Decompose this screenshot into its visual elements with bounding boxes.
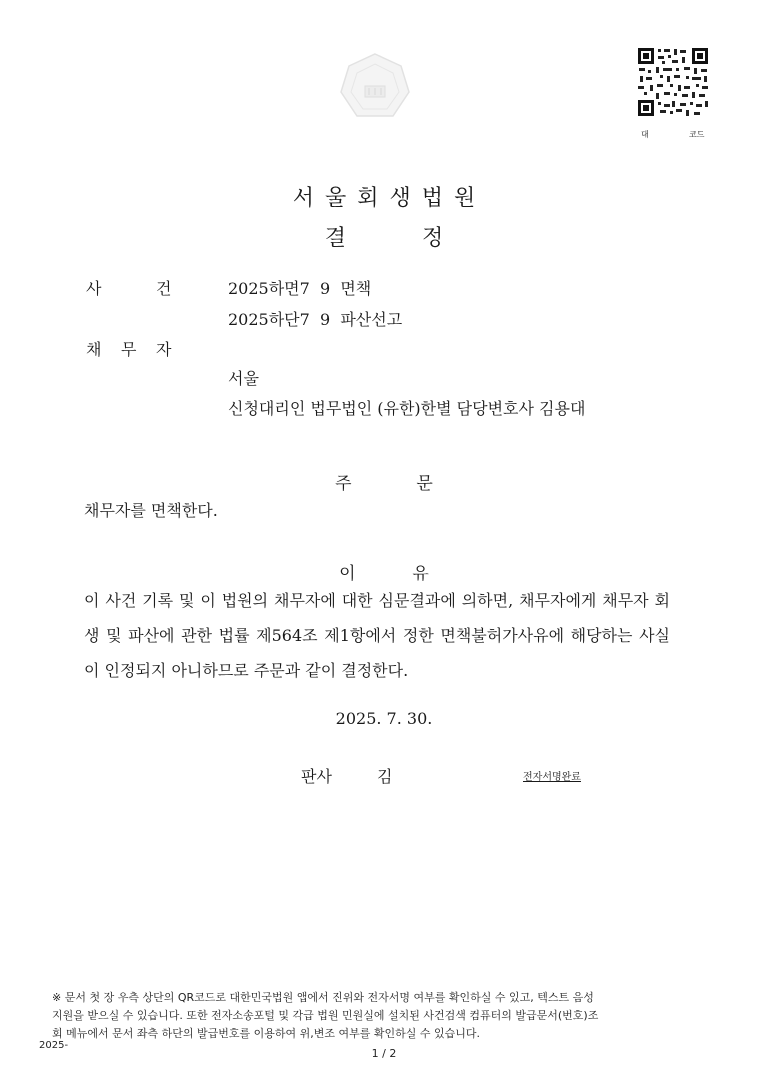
qr-caption-left: 대: [641, 130, 649, 139]
court-emblem-icon: [338, 52, 412, 124]
order-heading-right: 문: [416, 474, 433, 494]
issue-number: 2025-: [39, 1040, 69, 1051]
reason-heading-left: 이: [339, 564, 356, 584]
case-label-left: 사: [86, 279, 102, 298]
decision-date: 2025. 7. 30.: [335, 709, 433, 728]
debtor-address: 서울: [228, 369, 259, 388]
reason-text: 이 사건 기록 및 이 법원의 채무자에 대한 심문결과에 의하면, 채무자에게 채무자 회생 및 파산에 관한 법률 제564조 제1항에서 정한 면책불허가사유에 해당하는 사실이 인정되지 아니하므로 주문과 같이 결정한다.: [84, 591, 670, 680]
footer-notice-line-1: ※ 문서 첫 장 우측 상단의 QR코드로 대한민국법원 앱에서 진위와 전자서명 여부를 확인하실 수 있고, 텍스트 음성: [52, 991, 594, 1004]
judge-title: 판사: [301, 767, 332, 786]
court-name: 서울회생법원: [292, 186, 487, 211]
order-heading: [0, 469, 768, 494]
debtor-label-2: 무: [121, 340, 137, 359]
order-text: 채무자를 면책한다.: [84, 501, 218, 520]
document-type-left: 결: [324, 226, 346, 251]
footer-notice-line-3: 회 메뉴에서 문서 좌측 하단의 발급번호를 이용하여 위,변조 여부를 확인하실 수 있습니다.: [52, 1027, 480, 1040]
debtor-agent: 신청대리인 법무법인 (유한)한별 담당변호사 김용대: [228, 399, 586, 418]
case-number-2: 2025하단7 9 파산선고: [228, 310, 403, 329]
qr-code-icon[interactable]: [636, 46, 710, 118]
debtor-label-1: 채: [86, 340, 102, 359]
document-type: [0, 221, 768, 252]
page-number: 1 / 2: [371, 1047, 397, 1060]
qr-caption-right: 코드: [689, 130, 705, 139]
document-type-right: 정: [422, 226, 444, 251]
reason-heading-right: 유: [412, 564, 429, 584]
case-label-right: 건: [156, 279, 172, 298]
order-heading-left: 주: [335, 474, 352, 494]
electronic-signature-stamp: 전자서명완료: [523, 772, 581, 783]
reason-heading: [0, 559, 768, 584]
case-number-1: 2025하면7 9 면책: [228, 279, 372, 298]
footer-notice-line-2: 지원을 받으실 수 있습니다. 또한 전자소송포털 및 각급 법원 민원실에 설치된 사건검색 컴퓨터의 발급문서(번호)조: [52, 1009, 599, 1022]
judge-name: 김: [377, 767, 393, 786]
debtor-label-3: 자: [156, 340, 172, 359]
